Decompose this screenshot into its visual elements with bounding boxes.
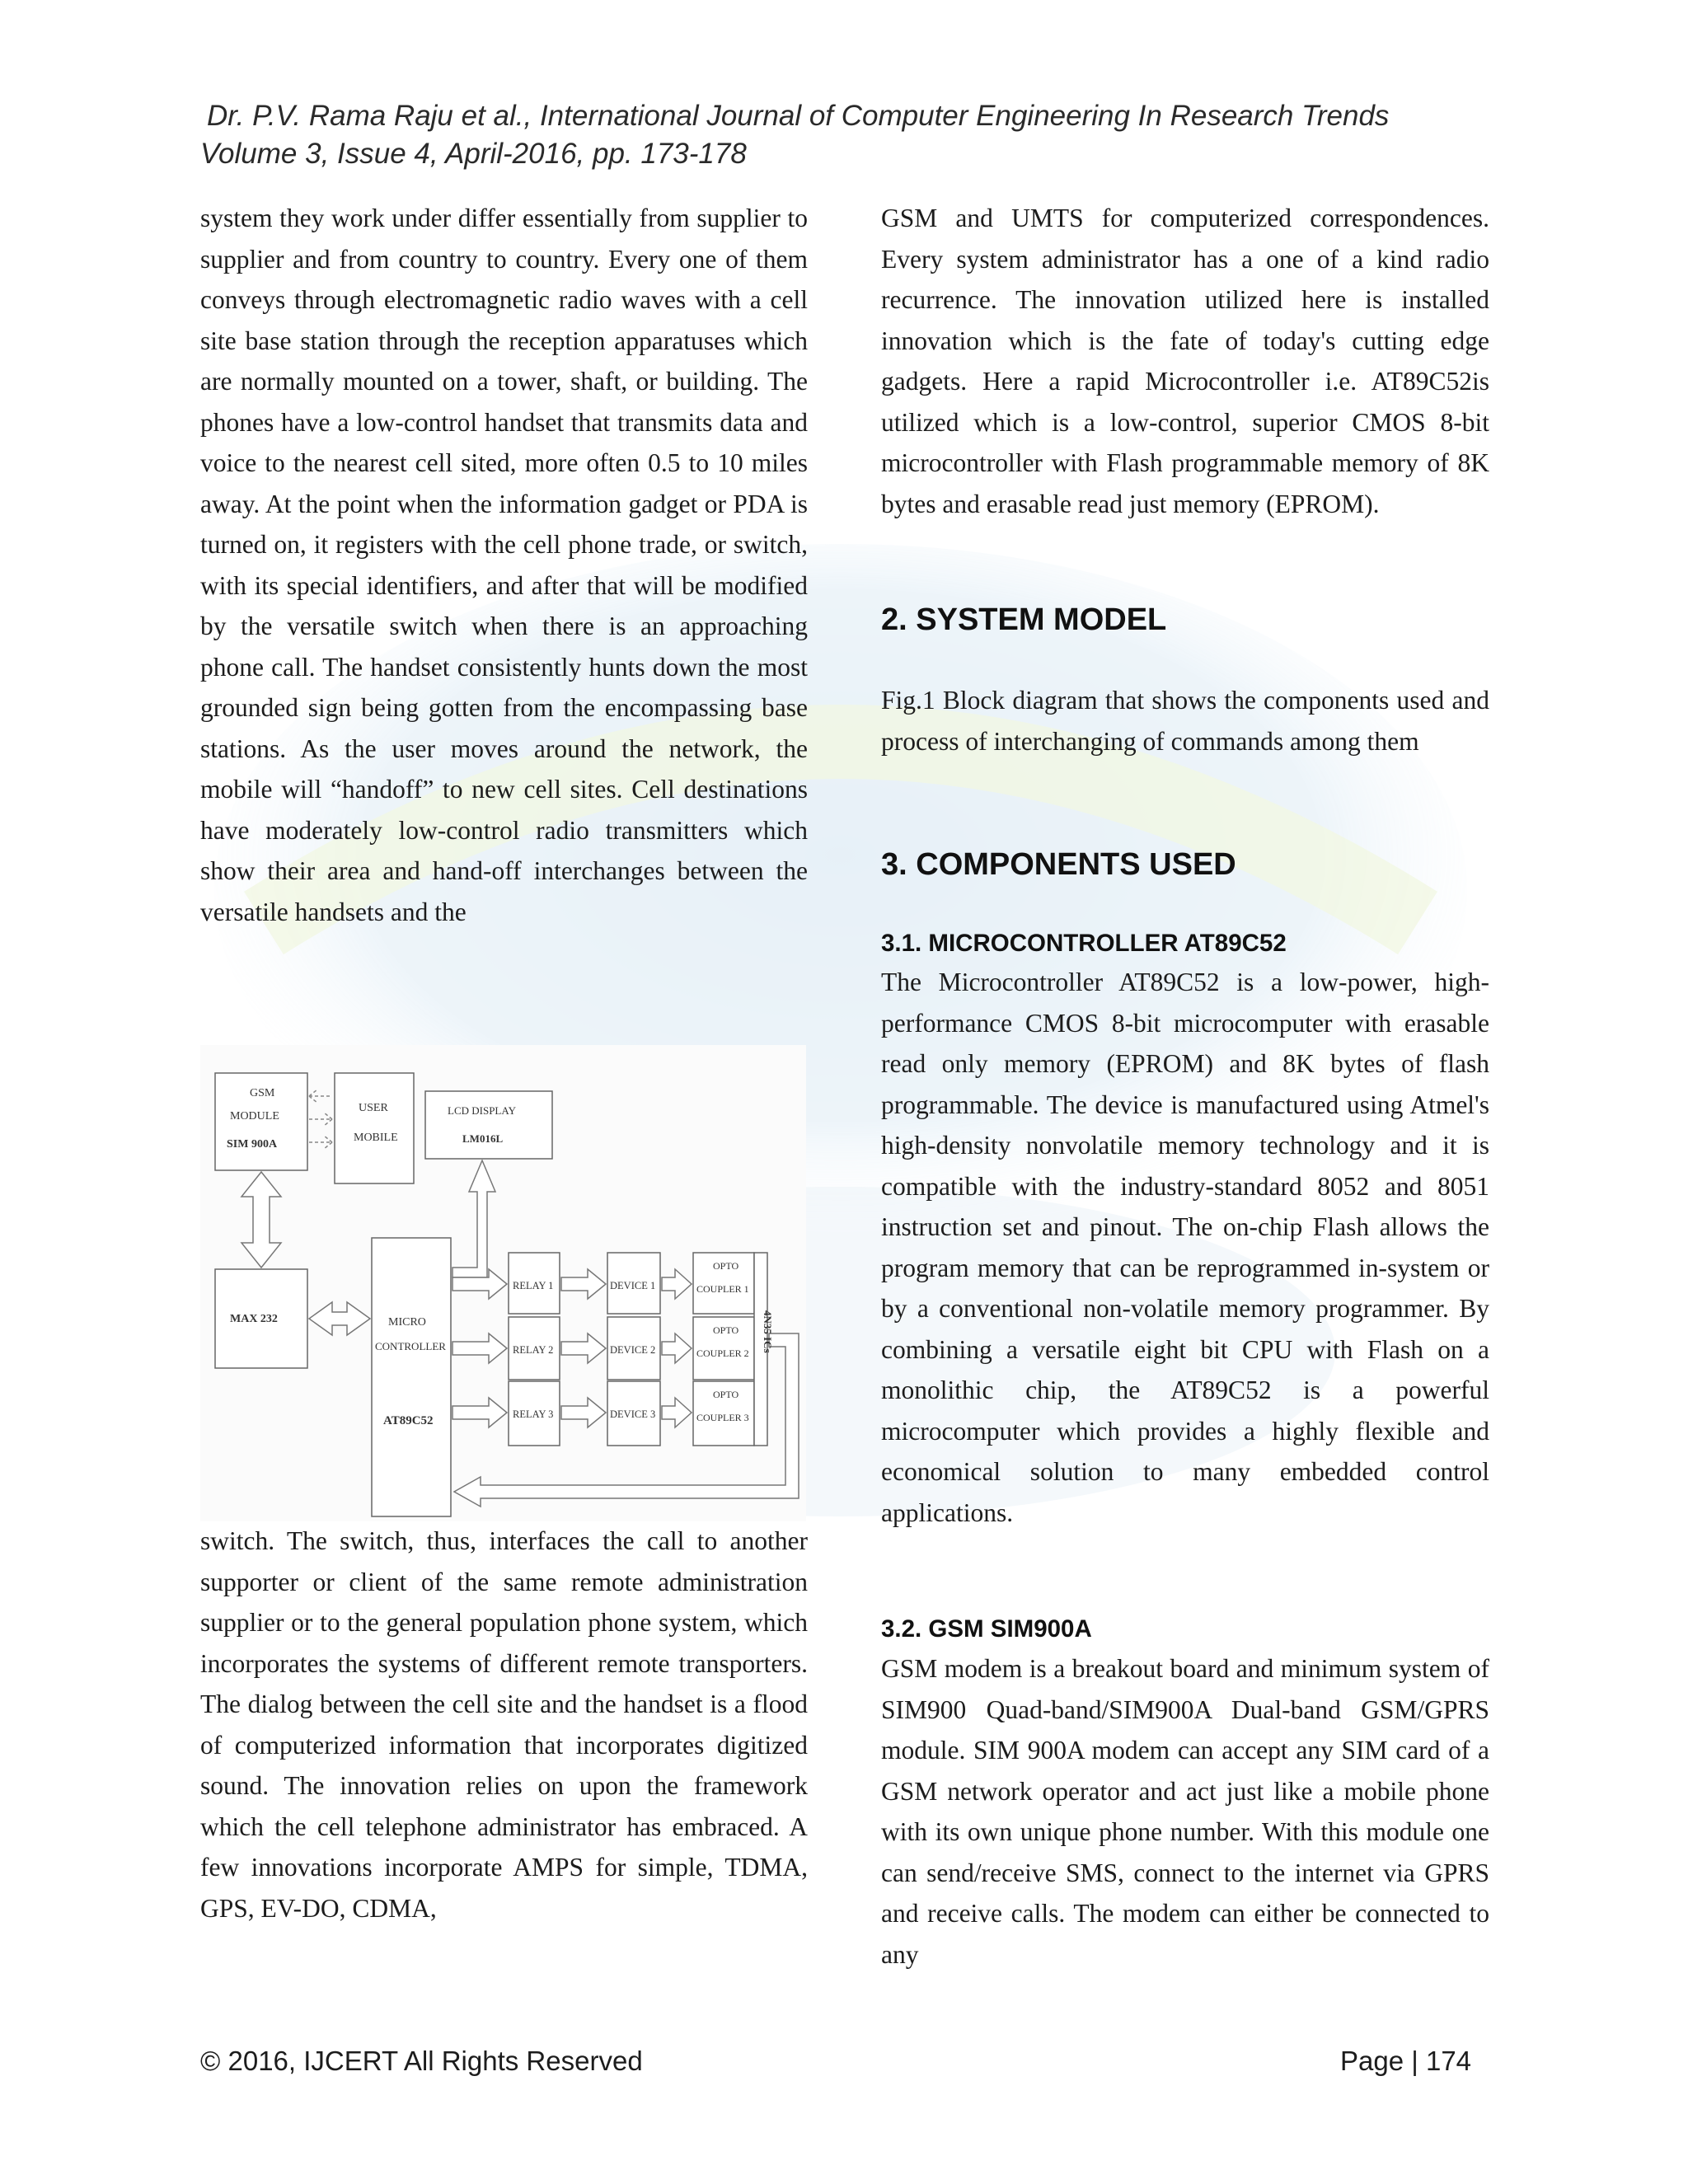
max232-label: MAX 232	[230, 1313, 278, 1325]
user-label: USER	[359, 1102, 388, 1114]
device-label: DEVICE 2	[610, 1344, 656, 1356]
body-paragraph: GSM and UMTS for computerized correspondences. Every system administrator has a one of a kind radio recurrence. The innovation utilized here is installed innovation which is the fate of today's cutting edge gadgets. Here a rapid Microcontroller i.e. AT89C52is utilized which is a low-control, superior CMOS 8-bit microcontroller with Flash programmable memory of 8K bytes and erasable read just memory (EPROM).	[881, 204, 1489, 518]
left-column-bottom	[200, 1521, 808, 1929]
lcd-label: LCD DISPLAY	[448, 1104, 516, 1117]
gsm-label: SIM 900A	[227, 1138, 278, 1151]
block-diagram-figure	[200, 1045, 806, 1521]
subsection-heading-microcontroller: 3.1. MICROCONTROLLER AT89C52	[881, 930, 1287, 957]
mc-label: MICRO	[388, 1316, 426, 1329]
footer-copyright: © 2016, IJCERT All Rights Reserved	[200, 2046, 643, 2076]
body-paragraph: The Microcontroller AT89C52 is a low-power, high-performance CMOS 8-bit microcomputer with erasable read only memory (EPROM) and 8K bytes of flash programmable. The device is manufactured using Atmel's high-density nonvolatile memory technology and it is compatible with the industry-standard 8052 and 8051 instruction set and pinout. The on-chip Flash allows the program memory that can be reprogrammed in-system or by a conventional non-volatile memory programmer. By combining a versatile eight bit CPU with Flash on a monolithic chip, the AT89C52 is a powerful microcomputer which provides a highly flexible and economical solution to many embedded control applications.	[881, 968, 1489, 1527]
gsm-label: GSM	[250, 1087, 275, 1099]
user-mobile-box	[335, 1073, 414, 1183]
subsection-3-2-body	[881, 1648, 1489, 1975]
block-diagram-svg	[200, 1045, 806, 1521]
mc-label: AT89C52	[383, 1414, 434, 1427]
subsection-3-1-body	[881, 962, 1489, 1533]
header-authors-journal: Dr. P.V. Rama Raju et al., International Journal of Computer Engineering In Research Trends	[207, 100, 1390, 132]
relay-label: RELAY 2	[513, 1344, 554, 1356]
device-label: DEVICE 3	[610, 1408, 656, 1420]
relay-label: RELAY 3	[513, 1408, 554, 1420]
opto-label: OPTO	[713, 1389, 739, 1400]
opto-label: OPTO	[713, 1260, 739, 1272]
running-header	[200, 97, 1519, 173]
subsection-heading-gsm: 3.2. GSM SIM900A	[881, 1615, 1092, 1643]
body-paragraph: GSM modem is a breakout board and minimum system of SIM900 Quad-band/SIM900A Dual-band GSM/GPRS module. SIM 900A modem can accept any SIM card of a GSM network operator and act just like a mobile phone with its own unique phone number. With this module one can send/receive SMS, connect to the internet via GPRS and receive calls. The modem can either be connected to any	[881, 1654, 1489, 1969]
mc-label: CONTROLLER	[375, 1340, 446, 1352]
microcontroller-box	[372, 1238, 451, 1516]
relay-label: RELAY 1	[513, 1280, 554, 1291]
right-column-top	[881, 198, 1489, 524]
user-label: MOBILE	[354, 1132, 398, 1144]
device-label: DEVICE 1	[610, 1280, 656, 1291]
body-paragraph: system they work under differ essentially from supplier to supplier and from country to country. Every one of them conveys through electromagnetic radio waves with a cell site base station through the reception apparatuses which are normally mounted on a tower, shaft, or building. The phones have a low-control handset that transmits data and voice to the nearest cell sited, more often 0.5 to 10 miles away. At the point when the information gadget or PDA is turned on, it registers with the cell phone trade, or switch, with its special identifiers, and after that will be modified by the versatile switch when there is an approaching phone call. The handset consistently hunts down the most grounded sign being gotten from the encompassing base stations. As the user moves around the network, the mobile will “handoff” to new cell sites. Cell destinations have moderately low-control radio transmitters which show their area and hand-off interchanges between the versatile handsets and the	[200, 204, 808, 926]
section2-body	[881, 680, 1489, 762]
body-paragraph: Fig.1 Block diagram that shows the components used and process of interchanging of commands among them	[881, 686, 1489, 756]
opto-label: COUPLER 2	[696, 1347, 749, 1359]
lcd-label: LM016L	[462, 1132, 504, 1145]
opto-label: COUPLER 3	[696, 1412, 749, 1423]
opto-label: COUPLER 1	[696, 1283, 749, 1295]
gsm-label: MODULE	[230, 1110, 279, 1122]
body-paragraph: switch. The switch, thus, interfaces the call to another supporter or client of the same remote administration supplier or to the general population phone system, which incorporates the systems of different remote transporters. The dialog between the cell site and the handset is a flood of computerized information that incorporates digitized sound. The innovation relies on upon the framework which the cell telephone administrator has embraced. A few innovations incorporate AMPS for simple, TDMA, GPS, EV-DO, CDMA,	[200, 1526, 808, 1923]
section-heading-system-model: 2. SYSTEM MODEL	[881, 602, 1167, 637]
footer-page-number: Page | 174	[1340, 2046, 1472, 2076]
header-volume-issue: Volume 3, Issue 4, April-2016, pp. 173-178	[200, 138, 747, 170]
ics-label: 4N35 ICs	[762, 1310, 774, 1353]
lcd-display-box	[425, 1091, 552, 1159]
section-heading-components-used: 3. COMPONENTS USED	[881, 847, 1236, 882]
opto-label: OPTO	[713, 1324, 739, 1336]
left-column-top	[200, 198, 808, 932]
